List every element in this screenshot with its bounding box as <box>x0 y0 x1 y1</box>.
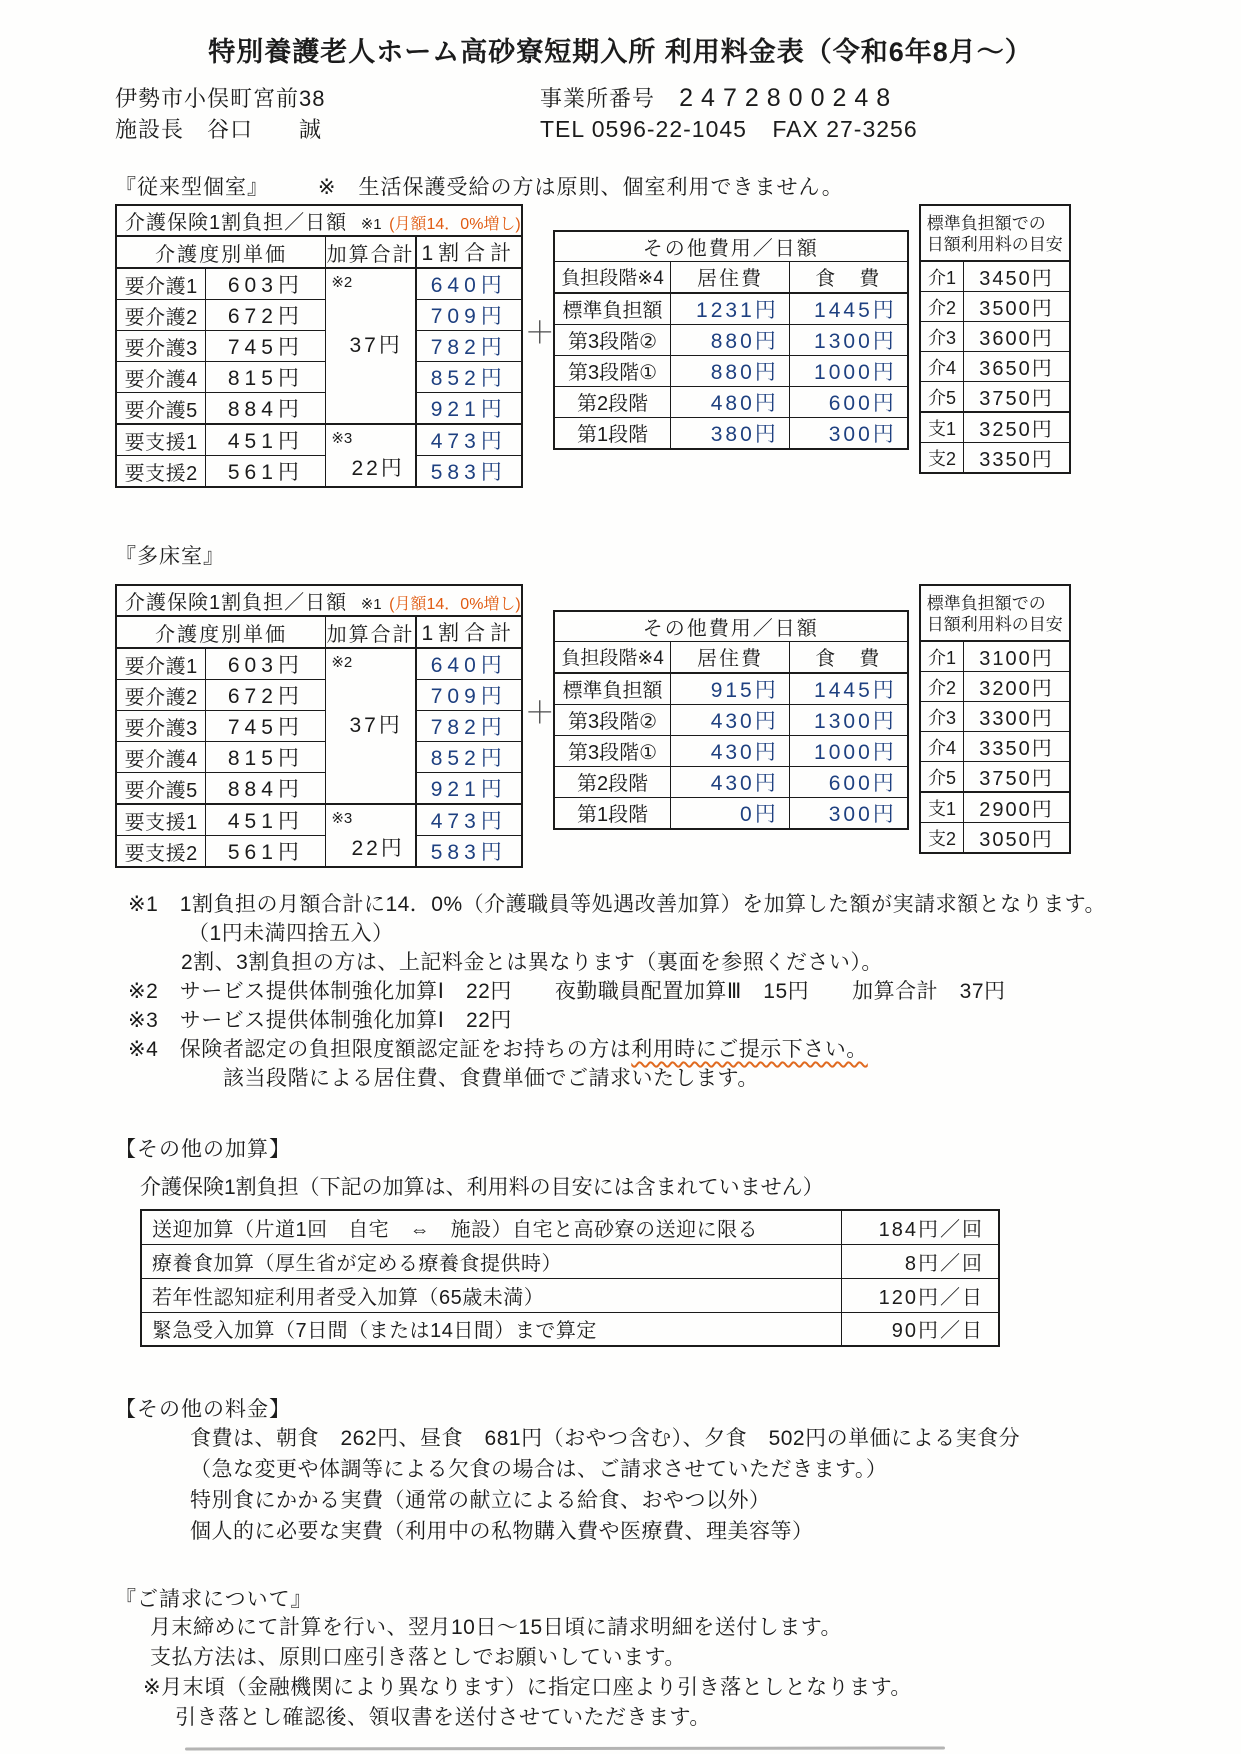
col-header-surcharge: 加算合計 <box>326 616 416 648</box>
estimate-row: 介3 3600円 <box>920 322 1070 352</box>
other-costs-table <box>553 610 909 830</box>
col-header-stage: 負担段階※4 <box>554 262 671 293</box>
facility-address: 伊勢市小俣町宮前38 <box>115 86 326 111</box>
estimate-row: 介1 3100円 <box>920 641 1070 672</box>
care-row: 要介護2 672円 709円 <box>116 300 522 331</box>
note-2: ※2 サービス提供体制強化加算Ⅰ 22円 夜勤職員配置加算Ⅲ 15円 加算合計 37円 <box>128 980 1006 1003</box>
surcharge-row: 療養食加算（厚生省が定める療養食提供時） 8円／回 <box>141 1244 999 1278</box>
cost-row: 第3段階② 430円 1300円 <box>554 704 908 735</box>
estimate-row: 介5 3750円 <box>920 762 1070 793</box>
care-row: 要介護2 672円 709円 <box>116 680 522 711</box>
office-number: 2472800248 <box>679 84 899 112</box>
care-insurance-table <box>115 204 523 488</box>
care-level: 要介護1 <box>116 268 206 300</box>
note-4-underlined: 利用時にご提示下さい。 <box>631 1038 868 1061</box>
care-insurance-table <box>115 584 523 868</box>
other-surcharges-heading: 【その他の加算】 <box>115 1138 291 1161</box>
room-section-multibed <box>115 540 1201 868</box>
unit-price: 603円 <box>206 268 326 300</box>
col-header-total: 1割合計 <box>416 616 522 648</box>
care-row: 要介護4 815円 852円 <box>116 742 522 773</box>
note-1b: （1円未満四捨五入） <box>188 922 394 945</box>
tel-number: TEL 0596-22-1045 <box>540 116 747 142</box>
col-header-housing: 居住費 <box>671 262 789 293</box>
col-header-total: 1割合計 <box>416 236 522 268</box>
cost-row: 第3段階② 880円 1300円 <box>554 324 908 355</box>
care-row: 要介護5 884円 921円 <box>116 773 522 805</box>
total-price: 640円 <box>416 268 522 300</box>
room-section-conventional <box>115 171 1201 488</box>
estimate-caption: 標準負担額での 日額利用料の目安 <box>920 205 1070 261</box>
surcharge-price: 184円／回 <box>841 1210 999 1244</box>
monthly-rate-note: (月額14．0%増し) <box>389 216 521 233</box>
estimate-row: 介3 3300円 <box>920 702 1070 732</box>
plus-sign: ＋ <box>524 697 555 730</box>
col-header-surcharge: 加算合計 <box>326 236 416 268</box>
care-table-caption: 介護保険1割負担／日額 ※1 (月額14．0%増し) <box>116 585 522 616</box>
billing-line: ※月末頃（金融機関により異なります）に指定口座より引き落としとなります。 <box>143 1676 912 1699</box>
room-type-label: 『多床室』 <box>115 545 225 568</box>
col-header-stage: 負担段階※4 <box>554 642 671 673</box>
surcharge-care-cell: ※2 37円 <box>326 268 416 424</box>
care-row: 要介護1 603円 ※2 37円 640円 <box>116 648 522 680</box>
estimate-row: 支1 2900円 <box>920 792 1070 823</box>
note-4b: 該当段階による居住費、食費単価でご請求いたします。 <box>223 1067 759 1090</box>
cost-row: 標準負担額 1231円 1445円 <box>554 293 908 325</box>
other-costs-caption: その他費用／日額 <box>554 611 908 642</box>
care-row: 要介護4 815円 852円 <box>116 362 522 393</box>
daily-estimate-table <box>919 204 1071 474</box>
estimate-row: 介2 3200円 <box>920 672 1070 702</box>
surcharge-care-cell: ※2 37円 <box>326 648 416 804</box>
care-table-caption: 介護保険1割負担／日額 ※1 (月額14．0%増し) <box>116 205 522 236</box>
billing-line: 引き落とし確認後、領収書を送付させていただきます。 <box>175 1706 711 1729</box>
estimate-row: 介5 3750円 <box>920 382 1070 413</box>
room-note: ※ 生活保護受給の方は原則、個室利用できません。 <box>317 176 844 199</box>
estimate-row: 介4 3350円 <box>920 732 1070 762</box>
facility-director: 施設長 谷口 誠 <box>115 117 323 142</box>
page-title: 特別養護老人ホーム高砂寮短期入所 利用料金表（令和6年8月～） <box>208 37 1033 67</box>
col-header-unit-price: 介護度別単価 <box>116 236 326 268</box>
col-header-meal: 食 費 <box>789 642 908 673</box>
billing-heading: 『ご請求について』 <box>115 1588 313 1611</box>
note-1: ※1 1割負担の月額合計に14．0%（介護職員等処遇改善加算）を加算した額が実請求額となります。 <box>128 893 1106 916</box>
col-header-housing: 居住費 <box>671 642 789 673</box>
estimate-row: 支2 3350円 <box>920 443 1070 474</box>
note-3: ※3 サービス提供体制強化加算Ⅰ 22円 <box>128 1009 512 1032</box>
other-surcharges-table <box>140 1209 1000 1347</box>
estimate-label: 介1 <box>920 261 964 292</box>
other-surcharges-subtitle: 介護保険1割負担（下記の加算は、利用料の目安には含まれていません） <box>140 1176 824 1199</box>
fees-line: 特別食にかかる実費（通常の献立による給食、おやつ以外） <box>190 1489 771 1512</box>
col-header-meal: 食 費 <box>789 262 908 293</box>
other-fees-heading: 【その他の料金】 <box>115 1398 291 1421</box>
support-row: 要支援1 451円 ※3 22円 473円 <box>116 424 522 456</box>
other-costs-caption: その他費用／日額 <box>554 231 908 262</box>
meal-fee: 1445円 <box>789 293 908 325</box>
office-number-label: 事業所番号 <box>540 86 656 111</box>
scan-artifact-line <box>185 1746 945 1750</box>
surcharge-row: 若年性認知症利用者受入加算（65歳未満） 120円／日 <box>141 1278 999 1312</box>
estimate-row <box>920 261 1070 292</box>
fees-line: （急な変更や体調等による欠食の場合は、ご請求させていただきます。） <box>190 1458 888 1481</box>
billing-line: 月末締めにて計算を行い、翌月10日～15日頃に請求明細を送付します。 <box>150 1616 843 1639</box>
support-row: 要支援2 561円 583円 <box>116 836 522 868</box>
facility-info <box>115 83 1201 145</box>
surcharge-row: 送迎加算（片道1回 自宅 ⇔ 施設）自宅と高砂寮の送迎に限る 184円／回 <box>141 1210 999 1244</box>
estimate-row: 介4 3650円 <box>920 352 1070 382</box>
note-1c: 2割、3割負担の方は、上記料金とは異なります（裏面を参照ください）。 <box>181 951 883 974</box>
plus-sign: ＋ <box>524 317 555 350</box>
support-row: 要支援2 561円 583円 <box>116 456 522 488</box>
care-row: 要介護3 745円 782円 <box>116 711 522 742</box>
estimate-caption: 標準負担額での 日額利用料の目安 <box>920 585 1070 641</box>
surcharge-support-cell: ※3 22円 <box>326 424 416 487</box>
support-row: 要支援1 451円 ※3 22円 473円 <box>116 804 522 836</box>
fax-number: FAX 27-3256 <box>772 116 918 142</box>
daily-estimate-table <box>919 584 1071 854</box>
note-4: ※4 保険者認定の負担限度額認定証をお持ちの方は利用時にご提示下さい。 <box>128 1038 868 1061</box>
estimate-value: 3450円 <box>964 261 1070 292</box>
other-costs-table <box>553 230 909 450</box>
cost-row: 第3段階① 880円 1000円 <box>554 355 908 386</box>
fees-line: 食費は、朝食 262円、昼食 681円（おやつ含む）、夕食 502円の単価による実食分 <box>190 1427 1021 1450</box>
cost-row: 標準負担額 915円 1445円 <box>554 673 908 705</box>
cost-row: 第2段階 430円 600円 <box>554 766 908 797</box>
fees-line: 個人的に必要な実費（利用中の私物購入費や医療費、理美容等） <box>190 1520 814 1543</box>
billing-section <box>115 1583 1201 1733</box>
other-fees-section <box>115 1393 1201 1547</box>
surcharge-support-cell: ※3 22円 <box>326 804 416 867</box>
other-surcharges-section <box>115 1133 1201 1347</box>
cost-row: 第1段階 380円 300円 <box>554 417 908 449</box>
estimate-row: 介2 3500円 <box>920 292 1070 322</box>
estimate-row: 支2 3050円 <box>920 823 1070 854</box>
cost-row: 第2段階 480円 600円 <box>554 386 908 417</box>
care-row: 要介護5 884円 921円 <box>116 393 522 425</box>
col-header-unit-price: 介護度別単価 <box>116 616 326 648</box>
billing-line: 支払方法は、原則口座引き落としでお願いしています。 <box>150 1646 686 1669</box>
room-type-label: 『従来型個室』 <box>115 176 269 199</box>
estimate-row: 支1 3250円 <box>920 412 1070 443</box>
cost-row: 第3段階① 430円 1000円 <box>554 735 908 766</box>
cost-row: 第1段階 0円 300円 <box>554 797 908 829</box>
care-row: 要介護3 745円 782円 <box>116 331 522 362</box>
surcharge-row: 緊急受入加算（7日間（または14日間）まで算定 90円／日 <box>141 1312 999 1346</box>
housing-fee: 1231円 <box>671 293 789 325</box>
monthly-rate-note: (月額14．0%増し) <box>389 596 521 613</box>
footnotes <box>128 890 1201 1093</box>
care-row <box>116 268 522 300</box>
